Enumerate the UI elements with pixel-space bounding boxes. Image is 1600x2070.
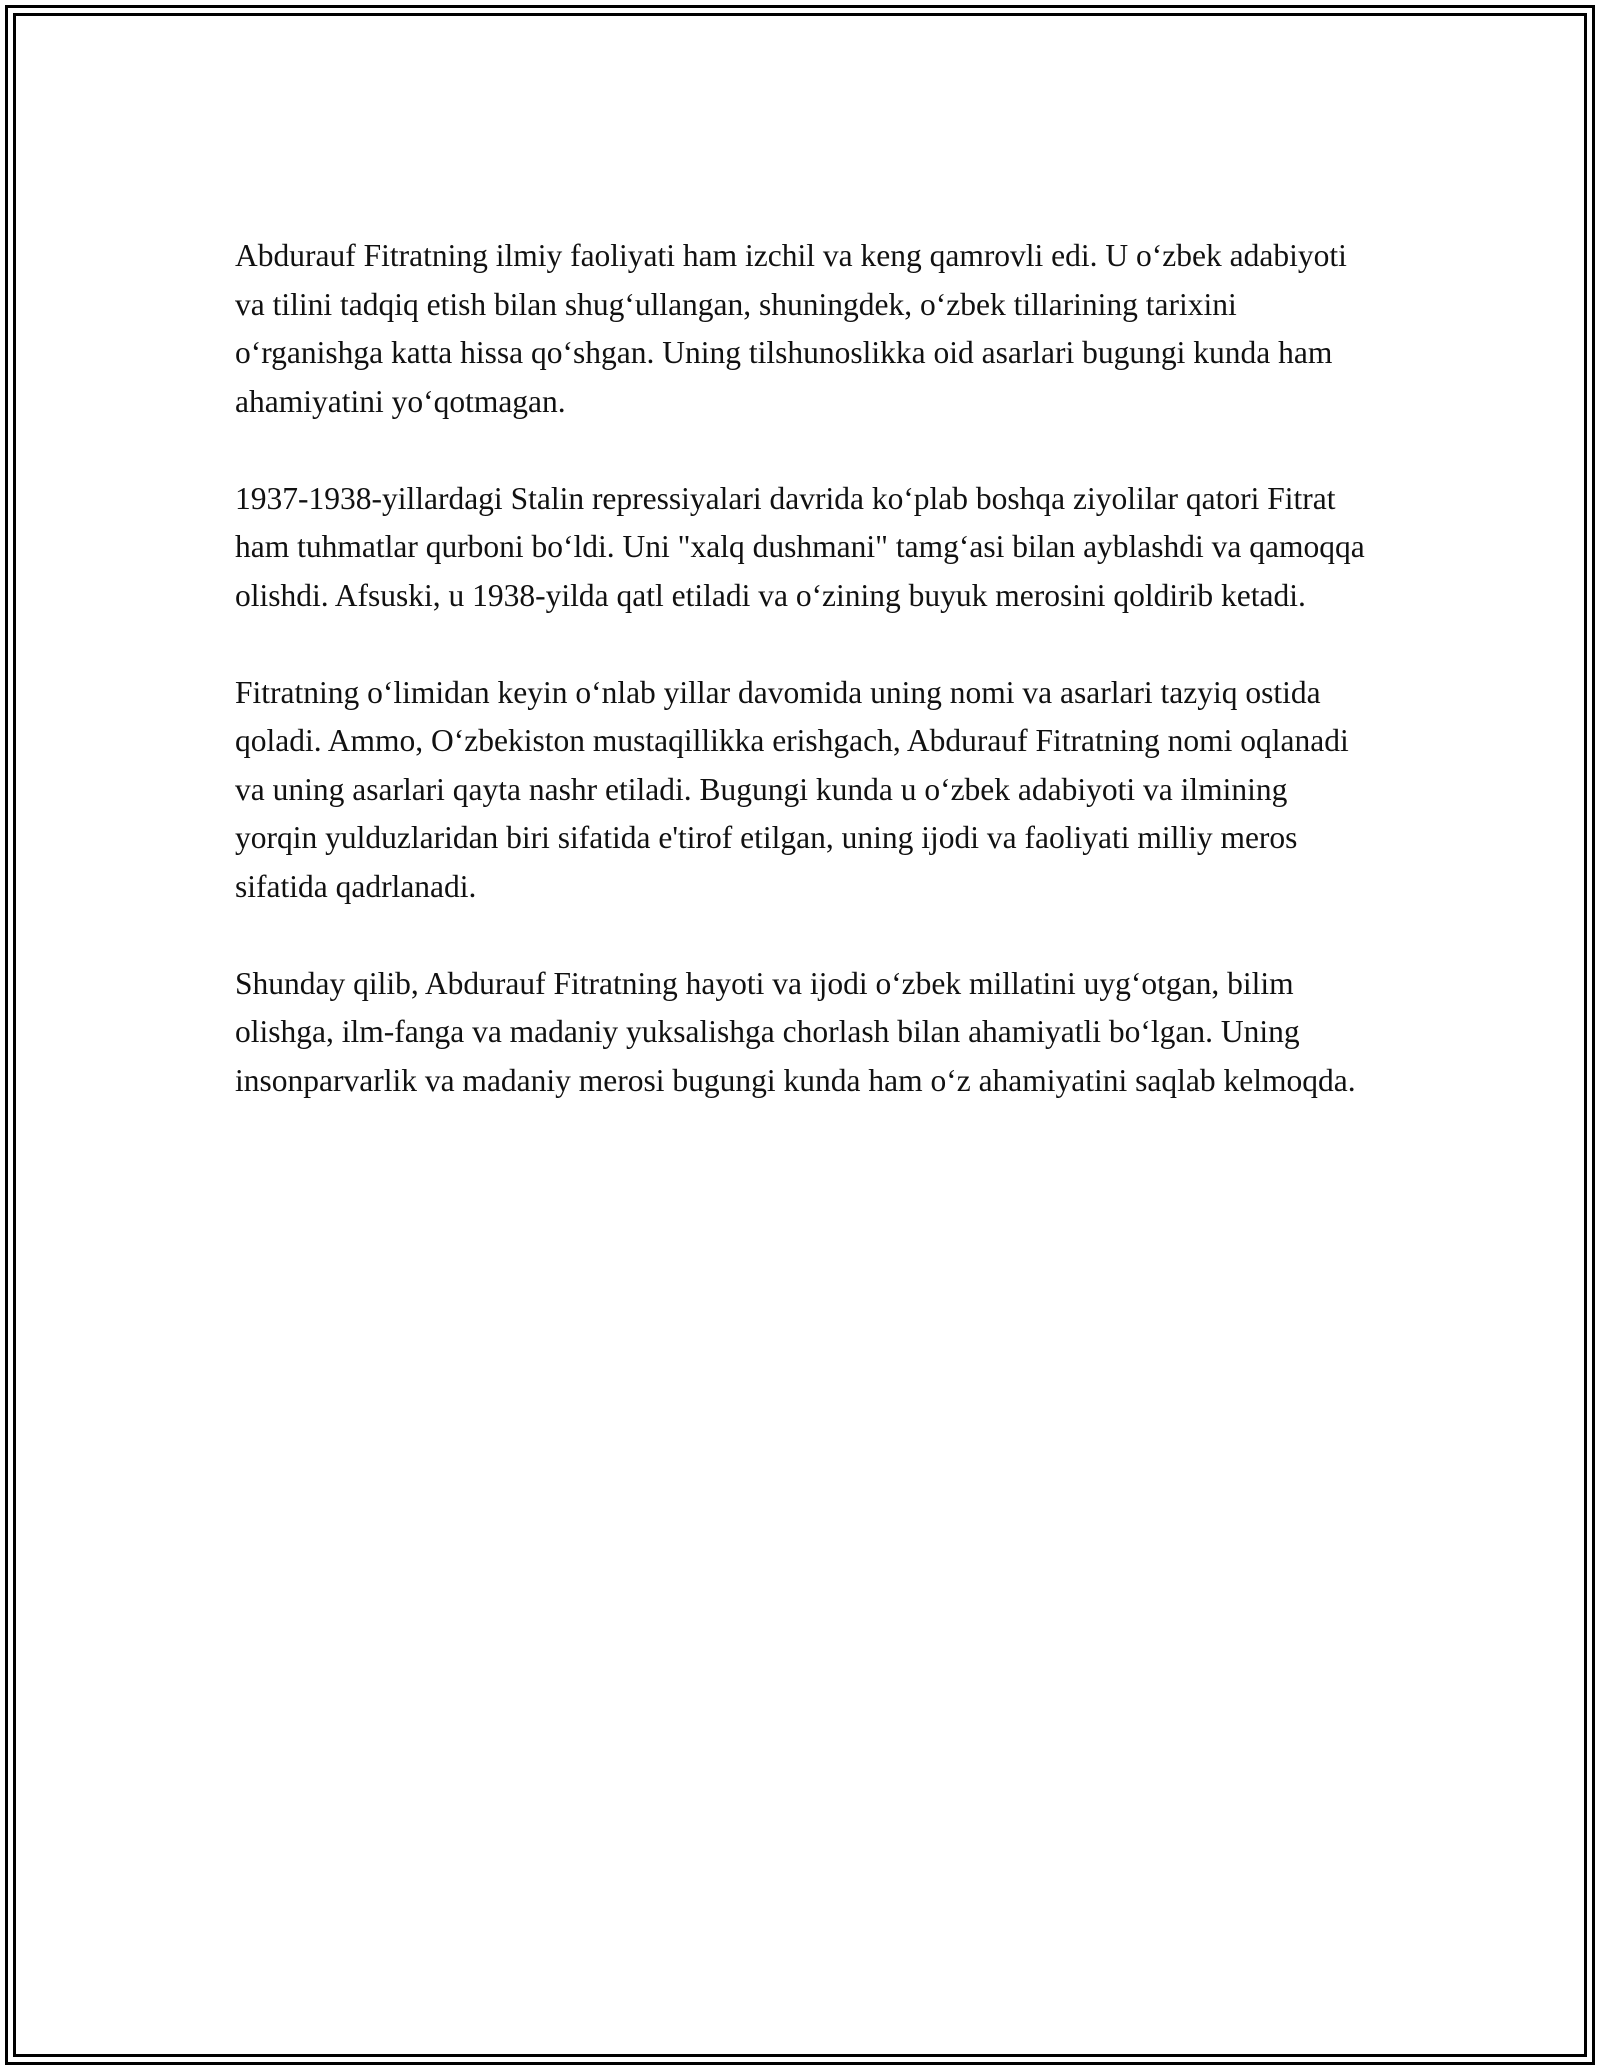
paragraph-1: Abdurauf Fitratning ilmiy faoliyati ham izchil va keng qamrovli edi. U o‘zbek adabiyoti va tilini tadqiq etish bilan shug‘ullangan, shuningdek, o‘zbek tillarining tarixini o‘rganishga katta hissa qo‘shgan. Uning tilshunoslikka oid asarlari bugungi kunda ham ahamiyatini yo‘qotmagan. (235, 238, 1347, 419)
paragraph-3: Fitratning o‘limidan keyin o‘nlab yillar davomida uning nomi va asarlari tazyiq ostida qoladi. Ammo, O‘zbekiston mustaqillikka erishgach, Abdurauf Fitratning nomi oqlanadi va uning asarlari qayta nashr etiladi. Bugungi kunda u o‘zbek adabiyoti va ilmining yorqin yulduzlaridan biri sifatida e'tirof etilgan, uning ijodi va faoliyati milliy meros sifatida qadrlanadi. (235, 674, 1349, 904)
paragraph-4: Shunday qilib, Abdurauf Fitratning hayoti va ijodi o‘zbek millatini uyg‘otgan, bilim olishga, ilm-fanga va madaniy yuksalishga chorlash bilan ahamiyatli bo‘lgan. Uning insonparvarlik va madaniy merosi bugungi kunda ham o‘z ahamiyatini saqlab kelmoqda. (235, 965, 1356, 1098)
paragraph-2: 1937-1938-yillardagi Stalin repressiyalari davrida ko‘plab boshqa ziyolilar qatori Fitrat ham tuhmatlar qurboni bo‘ldi. Uni "xalq dushmani" tamg‘asi bilan ayblashdi va qamoqqa olishdi. Afsuski, u 1938-yilda qatl etiladi va o‘zining buyuk merosini qoldirib ketadi. (235, 480, 1365, 613)
document-body (235, 232, 1365, 1105)
